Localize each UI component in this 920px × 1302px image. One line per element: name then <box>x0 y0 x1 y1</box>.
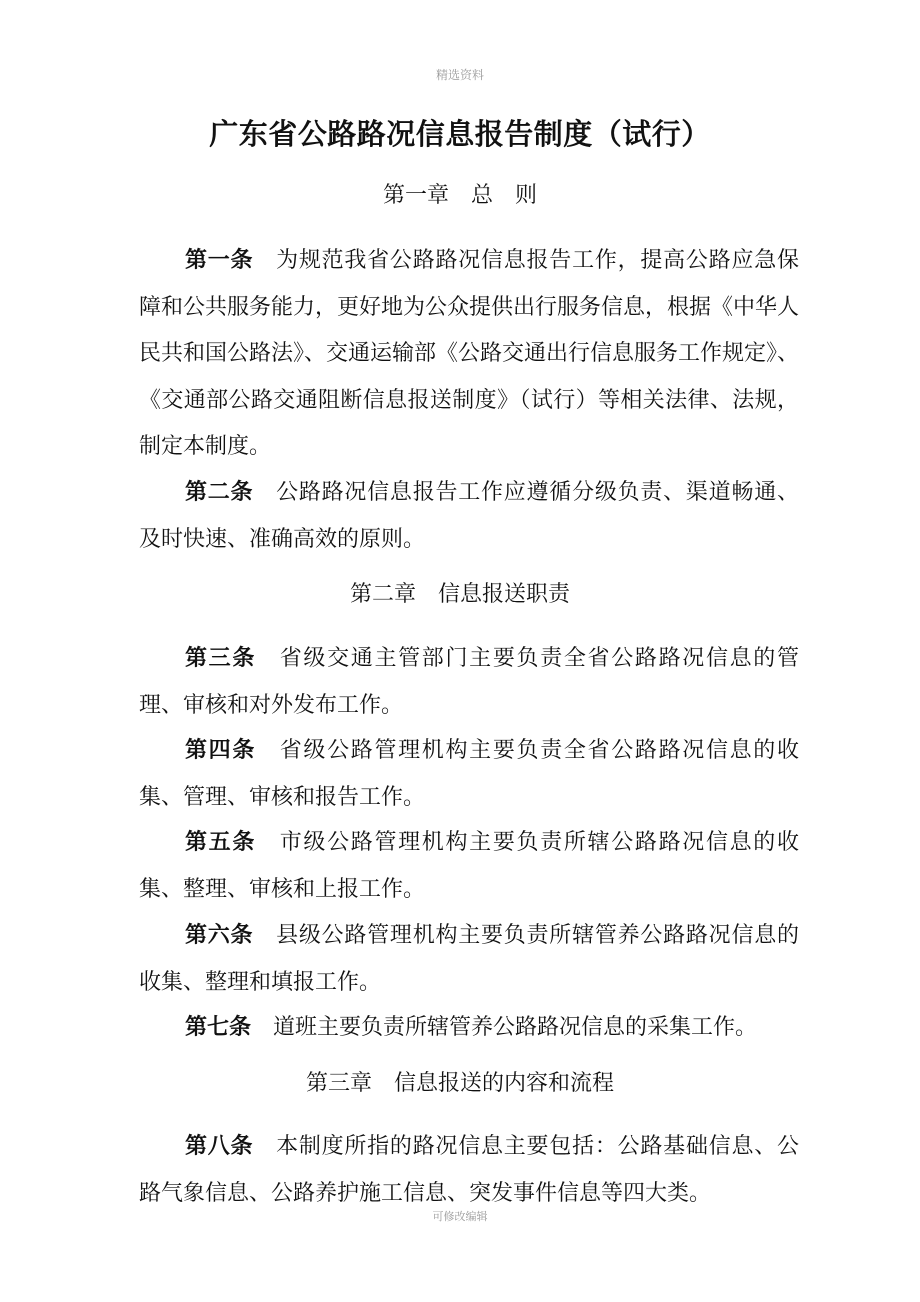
article-label: 第七条 <box>185 1015 252 1040</box>
article-3 <box>139 636 799 729</box>
article-text: 县级公路管理机构主要负责所辖管养公路路况信息的收集、整理和填报工作。 <box>139 923 799 995</box>
article-label: 第六条 <box>185 923 254 948</box>
article-text: 省级交通主管部门主要负责全省公路路况信息的管理、审核和对外发布工作。 <box>139 646 799 718</box>
article-text: 市级公路管理机构主要负责所辖公路路况信息的收集、整理、审核和上报工作。 <box>139 830 799 902</box>
article-4 <box>139 728 799 821</box>
page-header: 精选资料 <box>435 68 484 82</box>
article-text: 公路路况信息报告工作应遵循分级负责、渠道畅通、及时快速、准确高效的原则。 <box>139 480 799 552</box>
article-label: 第四条 <box>185 738 257 763</box>
article-5 <box>139 820 799 913</box>
article-label: 第一条 <box>185 248 254 273</box>
chapter-heading-2: 第二章 信息报送职责 <box>349 582 570 607</box>
page-footer: 可修改编辑 <box>432 1210 488 1223</box>
article-8 <box>139 1124 799 1217</box>
article-label: 第三条 <box>185 646 257 671</box>
article-label: 第八条 <box>185 1134 254 1159</box>
article-label: 第五条 <box>185 830 257 855</box>
article-6 <box>139 913 799 1006</box>
article-7 <box>139 1005 799 1052</box>
article-text: 道班主要负责所辖管养公路路况信息的采集工作。 <box>273 1015 758 1040</box>
article-2 <box>139 470 799 563</box>
article-text: 为规范我省公路路况信息报告工作，提高公路应急保障和公共服务能力，更好地为公众提供出行服务信息，根据《中华人民共和国公路法》、交通运输部《公路交通出行信息服务工作规定》、《交通部公路交通阻断信息报送制度》（试行）等相关法律、法规，制定本制度。 <box>139 248 800 459</box>
chapter-heading-1: 第一章 总 则 <box>382 183 537 208</box>
article-1 <box>139 238 799 471</box>
article-text: 省级公路管理机构主要负责全省公路路况信息的收集、管理、审核和报告工作。 <box>139 738 799 810</box>
chapter-heading-3: 第三章 信息报送的内容和流程 <box>305 1071 614 1096</box>
article-label: 第二条 <box>185 480 254 505</box>
article-text: 本制度所指的路况信息主要包括：公路基础信息、公路气象信息、公路养护施工信息、突发事件信息等四大类。 <box>139 1134 799 1206</box>
document-title: 广东省公路路况信息报告制度（试行） <box>209 117 711 151</box>
